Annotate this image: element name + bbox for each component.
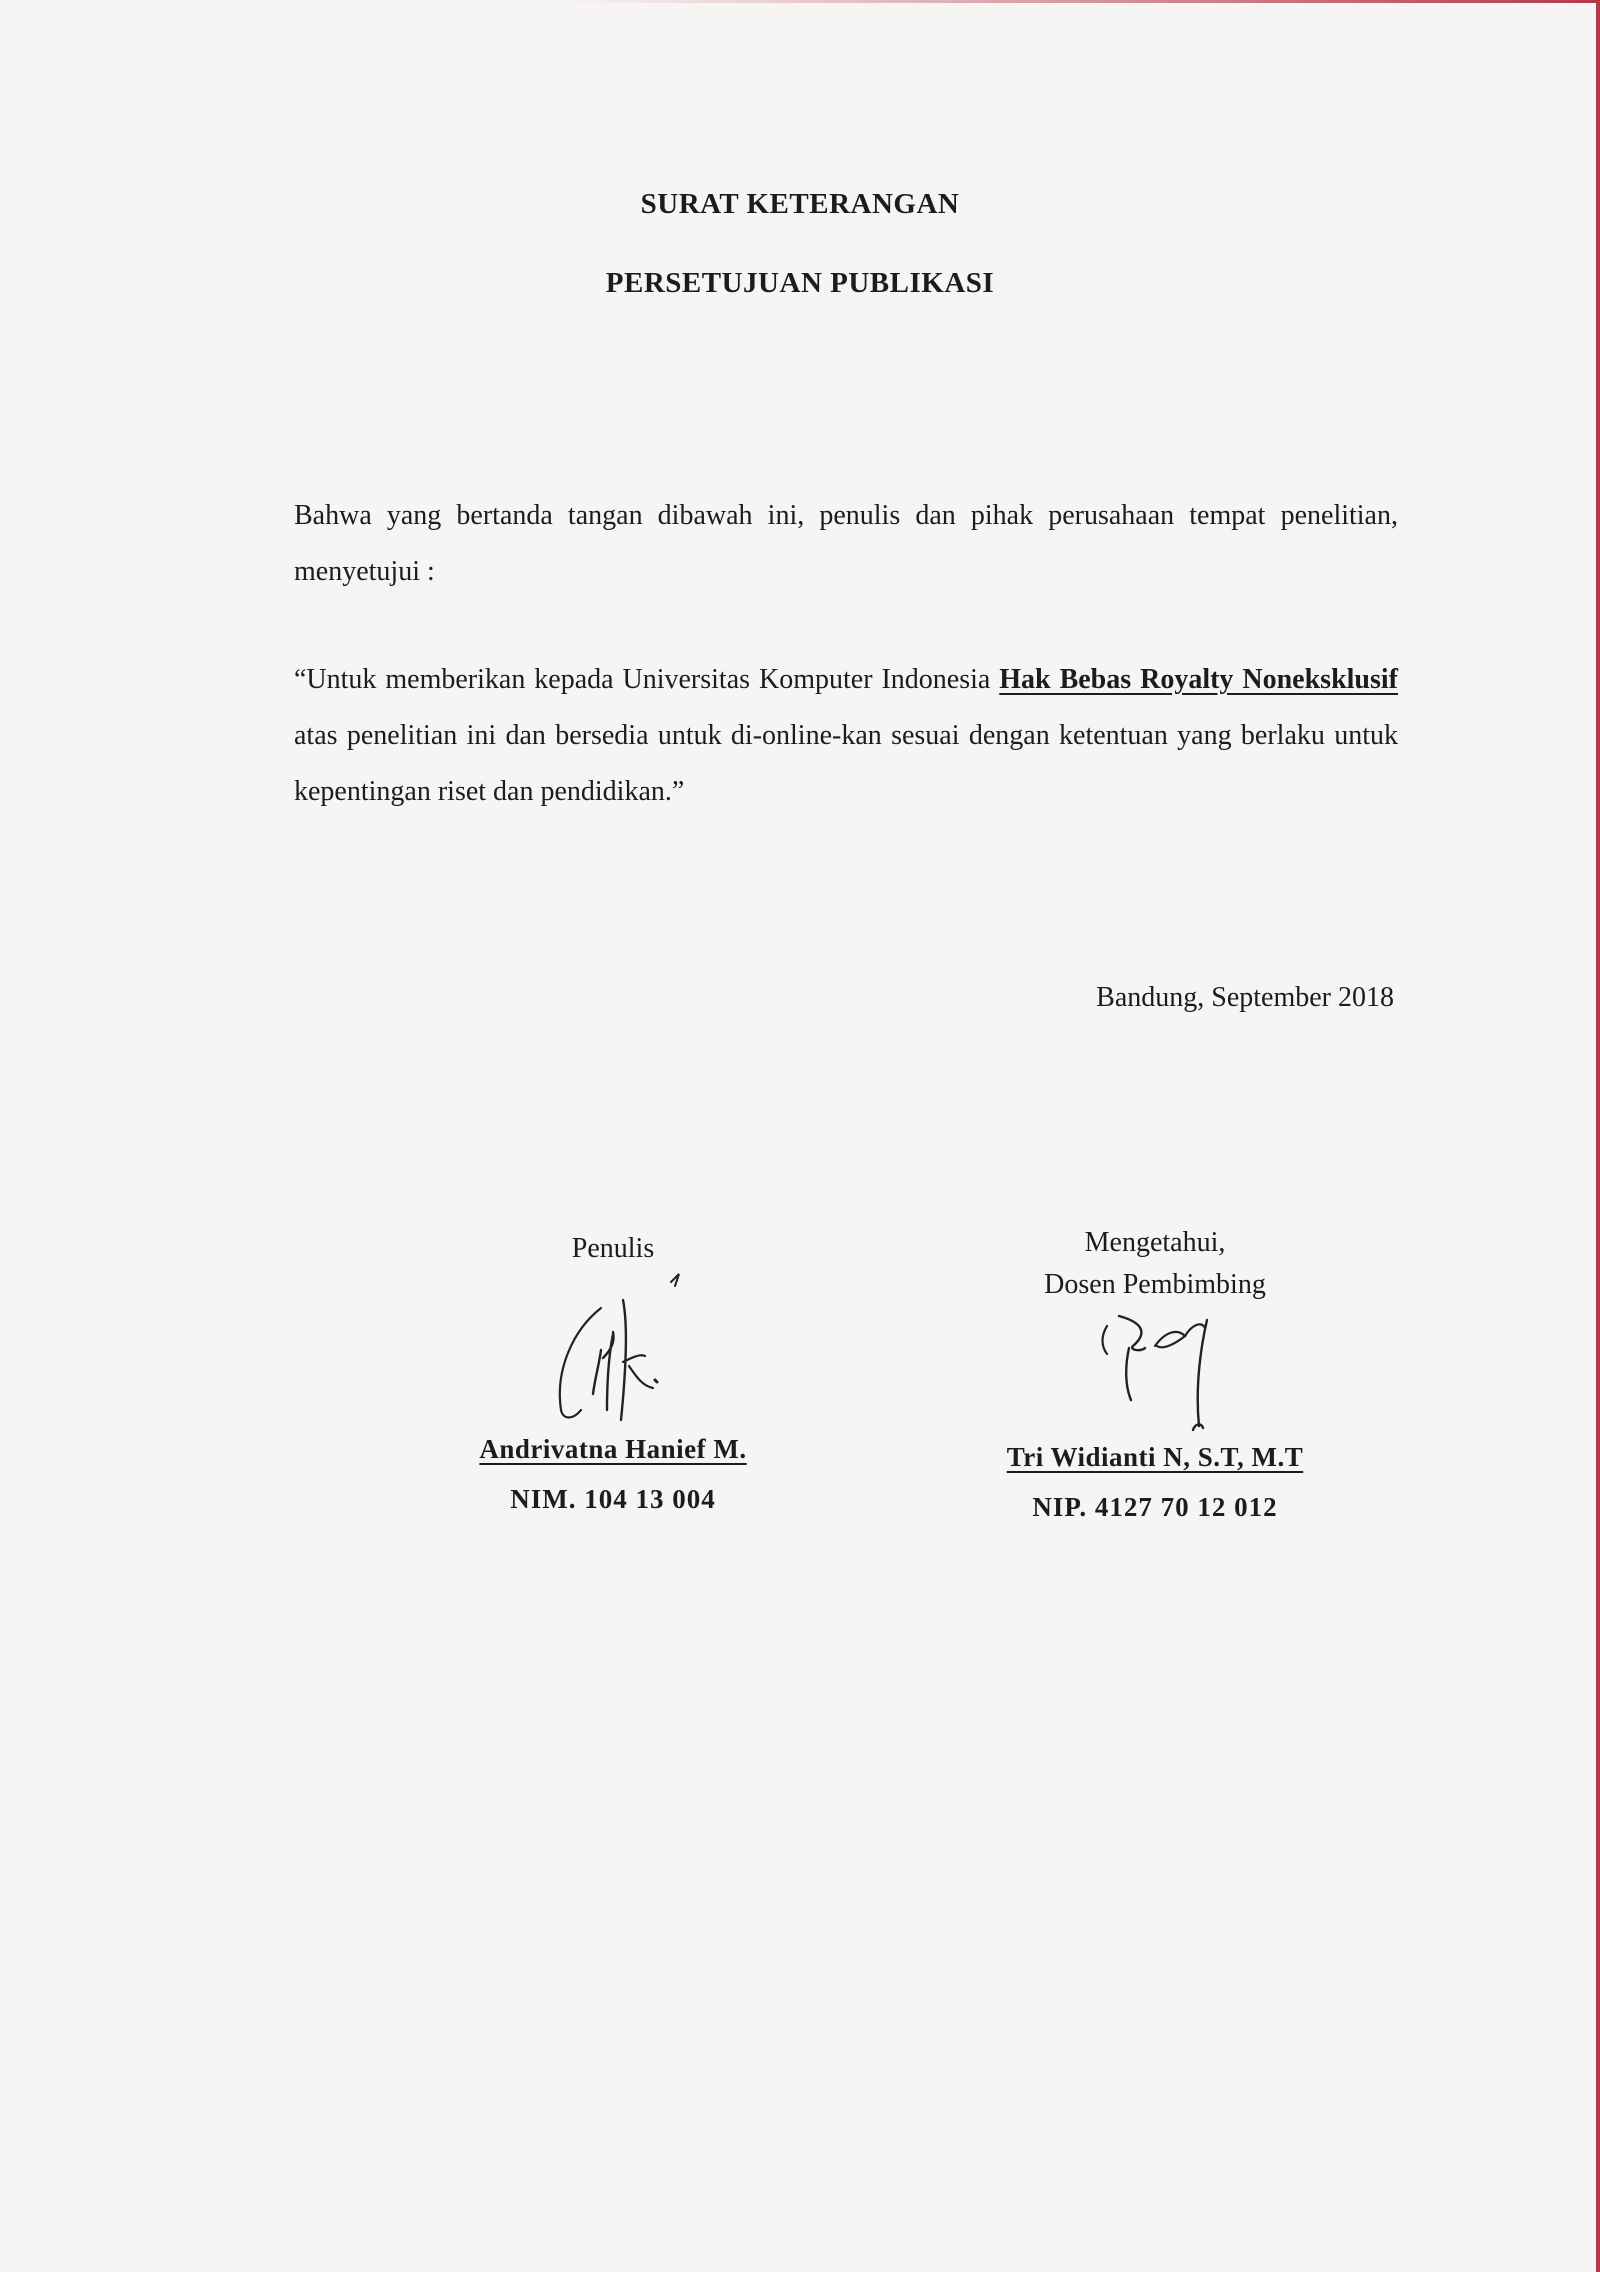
document-subtitle: PERSETUJUAN PUBLIKASI: [605, 267, 995, 299]
statement-emphasis: Hak Bebas Royalty Noneksklusif: [999, 664, 1398, 695]
supervisor-signature-area: [945, 1306, 1365, 1436]
supervisor-signature-icon: [1045, 1306, 1265, 1436]
supervisor-nip: NIP. 4127 70 12 012: [1032, 1492, 1278, 1522]
supervisor-role-line1: Mengetahui,: [1084, 1227, 1226, 1258]
document-title: SURAT KETERANGAN: [640, 188, 960, 220]
intro-paragraph: Bahwa yang bertanda tangan dibawah ini, penulis dan pihak perusahaan tempat penelitian, menyetujui :: [294, 500, 1398, 587]
author-signature-block: [403, 1228, 823, 1520]
author-name: Andrivatna Hanief M.: [479, 1434, 747, 1464]
author-nim: NIM. 104 13 004: [510, 1484, 716, 1514]
statement-paragraph: [294, 652, 1398, 820]
place-date: Bandung, September 2018: [1096, 982, 1394, 1013]
page-edge-top: [560, 0, 1600, 3]
supervisor-signature-block: [945, 1222, 1365, 1528]
page-edge-right: [1596, 0, 1600, 2272]
author-role: Penulis: [571, 1233, 655, 1264]
supervisor-role-line2: Dosen Pembimbing: [1044, 1269, 1266, 1300]
author-signature-icon: [503, 1270, 723, 1428]
author-signature-area: [403, 1270, 823, 1428]
statement-part1: “Untuk memberikan kepada Universitas Komputer Indonesia: [294, 664, 1000, 695]
statement-part2: atas penelitian ini dan bersedia untuk di-online-kan sesuai dengan ketentuan yang berlaku untuk kepentingan riset dan pendidikan.”: [294, 720, 1398, 807]
supervisor-name: Tri Widianti N, S.T, M.T: [1006, 1442, 1304, 1472]
